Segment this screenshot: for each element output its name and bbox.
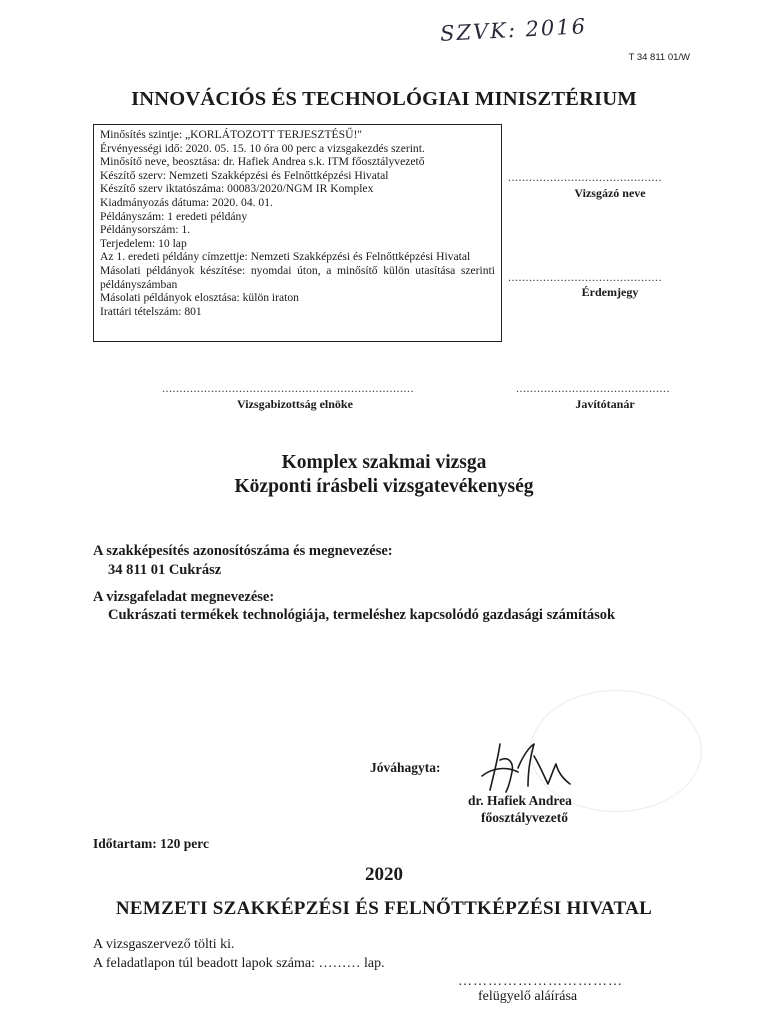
approver-name: dr. Hafiek Andrea <box>468 793 572 808</box>
corrector-label: Javítótanár <box>575 397 635 411</box>
task-heading: A vizsgafeladat megnevezése: <box>93 589 275 605</box>
info-line: Minősítés szintje: „KORLÁTOZOTT TERJESZTÉSŰ!" <box>100 128 363 141</box>
info-line: Érvényességi idő: 2020. 05. 15. 10 óra 00 perc a vizsgakezdés szerint. <box>100 141 425 155</box>
candidate-name-label: Vizsgázó neve <box>574 186 646 200</box>
duration: Időtartam: 120 perc <box>93 836 209 851</box>
info-line: Terjedelem: 10 lap <box>100 236 187 250</box>
exam-subtitle: Központi írásbeli vizsgatevékenység <box>234 476 534 497</box>
info-line: Az 1. eredeti példány címzettje: Nemzeti Szakképzési és Felnőttképzési Hivatal <box>100 250 471 264</box>
task-value: Cukrászati termékek technológiája, termeléshez kapcsolódó gazdasági számítások <box>108 607 616 623</box>
approver-title: főosztályvezető <box>481 810 568 825</box>
ministry-title: INNOVÁCIÓS ÉS TECHNOLÓGIAI MINISZTÉRIUM <box>131 88 637 110</box>
info-line: Másolati példányok elosztása: külön iraton <box>100 291 299 305</box>
grade-field[interactable]: ............................................ <box>508 270 662 284</box>
board-chair-signature-field[interactable]: ........................................................................ <box>162 381 414 395</box>
footer-note: A vizsgaszervező tölti ki. <box>93 937 235 952</box>
exam-title: Komplex szakmai vizsga <box>281 452 487 473</box>
year: 2020 <box>365 864 403 885</box>
grade-label: Érdemjegy <box>581 285 639 299</box>
info-line: Készítő szerv: Nemzeti Szakképzési és Felnőttképzési Hivatal <box>100 168 389 182</box>
info-line: Példánysorszám: 1. <box>100 223 191 237</box>
approval-label: Jóváhagyta: <box>370 760 441 775</box>
signature-icon <box>478 738 574 796</box>
info-line: Irattári tételszám: 801 <box>100 304 202 318</box>
corrector-signature-field[interactable]: ............................................ <box>516 381 670 395</box>
document-code: T 34 811 01/W <box>628 52 690 63</box>
info-line: Példányszám: 1 eredeti példány <box>100 209 248 223</box>
info-line: Minősítő neve, beosztása: dr. Hafiek Andrea s.k. ITM főosztályvezető <box>100 155 425 169</box>
issuing-office: NEMZETI SZAKKÉPZÉSI ÉS FELNŐTTKÉPZÉSI HIVATAL <box>115 898 653 919</box>
info-line: Kiadmányozás dátuma: 2020. 04. 01. <box>100 195 273 209</box>
qualification-heading: A szakképesítés azonosítószáma és megnevezése: <box>93 543 393 559</box>
classification-box <box>93 124 502 342</box>
candidate-name-field[interactable]: ............................................ <box>508 170 662 184</box>
extra-sheets-field[interactable]: A feladatlapon túl beadott lapok száma: ……… lap. <box>93 956 385 971</box>
supervisor-signature-field[interactable]: …………………………… <box>458 974 623 989</box>
qualification-value: 34 811 01 Cukrász <box>108 562 222 578</box>
info-line: Másolati példányok készítése: nyomdai úton, a minősítő külön utasítása szerinti példányszámban <box>100 263 495 291</box>
info-line: Készítő szerv iktatószáma: 00083/2020/NGM IR Komplex <box>100 182 374 196</box>
board-chair-label: Vizsgabizottság elnöke <box>237 397 353 411</box>
supervisor-signature-label: felügyelő aláírása <box>478 989 578 1004</box>
handwritten-note: SZVK: 2016 <box>439 14 588 46</box>
